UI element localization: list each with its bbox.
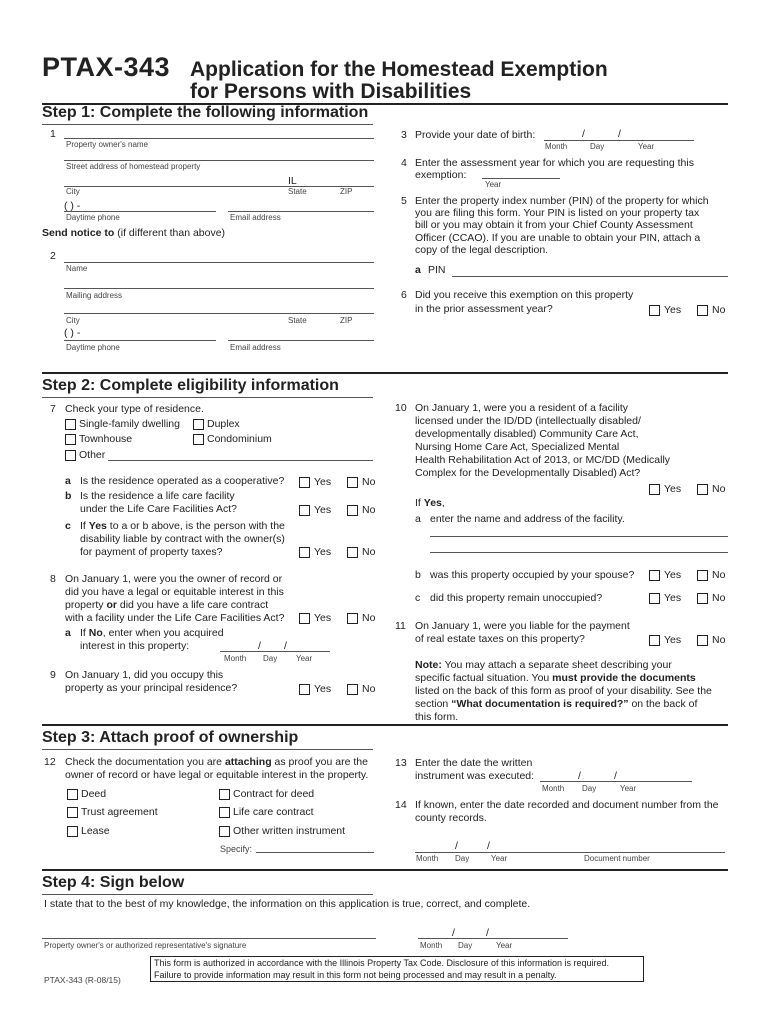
checkbox[interactable] bbox=[67, 826, 78, 837]
no-label: No bbox=[362, 546, 376, 558]
q7c-text: If Yes to a or b above, is the person with the bbox=[80, 520, 285, 532]
residence-townhouse[interactable] bbox=[65, 433, 132, 445]
step3-rule bbox=[42, 724, 728, 726]
state-label: State bbox=[288, 187, 307, 196]
note-text: specific factual situation. You must provide the documents bbox=[415, 672, 696, 684]
doc-deed[interactable] bbox=[67, 788, 106, 800]
q4-year-label: Year bbox=[485, 180, 502, 189]
step4-rule bbox=[42, 869, 728, 871]
q7b-letter: b bbox=[65, 490, 72, 502]
date-slash: / bbox=[487, 840, 490, 852]
note-text: this form. bbox=[415, 711, 459, 723]
date-slash: / bbox=[614, 770, 617, 782]
q7a-letter: a bbox=[65, 475, 71, 487]
q10-yes-checkbox[interactable] bbox=[649, 484, 660, 495]
date-slash: / bbox=[284, 640, 287, 652]
year-label: Year bbox=[638, 142, 655, 151]
q4-text-1: Enter the assessment year for which you are requesting this bbox=[415, 157, 694, 169]
no-label: No bbox=[712, 304, 726, 316]
date-slash: / bbox=[578, 770, 581, 782]
daytime-phone2-label: Daytime phone bbox=[66, 343, 120, 352]
yes-label: Yes bbox=[314, 546, 332, 558]
q4-text-2: exemption: bbox=[415, 169, 467, 181]
doc-lease[interactable] bbox=[67, 825, 110, 837]
phone2-blank: ( ) - bbox=[64, 327, 81, 339]
email2-field[interactable] bbox=[228, 340, 374, 341]
year-label: Year bbox=[620, 784, 637, 793]
acquired-date-field[interactable] bbox=[220, 651, 330, 652]
date-slash: / bbox=[455, 840, 458, 852]
day-label: Day bbox=[590, 142, 605, 151]
q7b-text: Is the residence a life care facility bbox=[80, 490, 235, 502]
q10a-text: enter the name and address of the facility. bbox=[430, 513, 625, 525]
q10-text: Nursing Home Care Act, Specialized Mental bbox=[415, 441, 620, 453]
signature-label: Property owner's or authorized representative's signature bbox=[44, 941, 247, 950]
q7a-text: Is the residence operated as a cooperative? bbox=[80, 475, 285, 487]
q9-yes-checkbox[interactable] bbox=[299, 684, 310, 695]
q13-text: Enter the date the written bbox=[415, 757, 533, 769]
q5-text: Enter the property index number (PIN) of the property for which bbox=[415, 195, 709, 207]
q7-text: Check your type of residence. bbox=[65, 403, 204, 415]
date-slash: / bbox=[582, 128, 585, 140]
date-slash: / bbox=[258, 640, 261, 652]
q7c-yes-checkbox[interactable] bbox=[299, 547, 310, 558]
assessment-year-field[interactable] bbox=[482, 178, 560, 179]
yes-label: Yes bbox=[664, 569, 682, 581]
q11-text: On January 1, were you liable for the payment bbox=[415, 620, 630, 632]
q6-number: 6 bbox=[401, 289, 407, 301]
q10-number: 10 bbox=[395, 402, 407, 414]
q10c-yes-checkbox[interactable] bbox=[649, 593, 660, 604]
q7-number: 7 bbox=[50, 403, 56, 415]
step2-underline bbox=[42, 397, 373, 398]
checkbox[interactable] bbox=[219, 789, 230, 800]
form-number: PTAX-343 bbox=[42, 52, 171, 82]
doc-life-care-contract[interactable] bbox=[219, 806, 314, 818]
q10-text: developmentally disabled) Community Care Act, bbox=[415, 428, 639, 440]
checkbox[interactable] bbox=[193, 419, 204, 430]
month-label: Month bbox=[542, 784, 565, 793]
q14-text: If known, enter the date recorded and document number from the bbox=[415, 799, 719, 811]
option-label: Duplex bbox=[207, 418, 240, 430]
q7c-yes-option[interactable] bbox=[299, 546, 331, 558]
notice-line: This form is authorized in accordance with the Illinois Property Tax Code. Disclosure of this information is required. bbox=[154, 958, 610, 968]
q1-number: 1 bbox=[50, 128, 56, 140]
mailing-label: Mailing address bbox=[66, 291, 123, 300]
q8-yes-option[interactable] bbox=[299, 612, 331, 624]
checkbox[interactable] bbox=[67, 789, 78, 800]
doc-other-instrument[interactable] bbox=[219, 825, 345, 837]
note-text: section “What documentation is required?” on the back of bbox=[415, 698, 698, 710]
q2-number: 2 bbox=[50, 250, 56, 262]
recorded-date-docnum-field[interactable] bbox=[415, 852, 725, 853]
form-revision: PTAX-343 (R-08/15) bbox=[44, 975, 121, 985]
q10c-text: did this property remain unoccupied? bbox=[430, 592, 603, 604]
street-field[interactable] bbox=[64, 160, 374, 161]
option-label: Other bbox=[79, 449, 106, 461]
q8-text: On January 1, were you the owner of record or bbox=[65, 573, 283, 585]
no-label: No bbox=[362, 683, 376, 695]
q10-text: Health Rehabilitation Act of 2013, or MC/DD (Medically bbox=[415, 454, 671, 466]
q7b-yes-checkbox[interactable] bbox=[299, 505, 310, 516]
city2-field[interactable] bbox=[64, 313, 374, 314]
q7c-no-checkbox[interactable] bbox=[347, 547, 358, 558]
q6-no-option[interactable] bbox=[697, 304, 725, 316]
step1-rule bbox=[42, 124, 373, 125]
doc-number-label: Document number bbox=[584, 854, 650, 863]
form-title-line2: for Persons with Disabilities bbox=[190, 80, 472, 103]
q5a-letter: a bbox=[415, 264, 421, 276]
yes-label: Yes bbox=[314, 683, 332, 695]
step2-heading: Step 2: Complete eligibility information bbox=[42, 377, 339, 394]
q11-number: 11 bbox=[395, 620, 406, 632]
checkbox[interactable] bbox=[193, 434, 204, 445]
signature-field[interactable] bbox=[42, 938, 376, 939]
option-label: Townhouse bbox=[79, 433, 133, 445]
q8a-text: interest in this property: bbox=[80, 640, 190, 652]
city2-label: City bbox=[66, 316, 80, 325]
q3-text: Provide your date of birth: bbox=[415, 129, 536, 141]
q10b-letter: b bbox=[415, 569, 421, 581]
month-label: Month bbox=[545, 142, 568, 151]
no-label: No bbox=[712, 483, 726, 495]
q7a-no-option[interactable] bbox=[347, 476, 375, 488]
q11-yes-checkbox[interactable] bbox=[649, 635, 660, 646]
daytime-phone2-field[interactable] bbox=[64, 340, 216, 341]
doc-contract-for-deed[interactable] bbox=[219, 788, 314, 800]
residence-duplex[interactable] bbox=[193, 418, 240, 430]
date-slash: / bbox=[618, 128, 621, 140]
q7a-no-checkbox[interactable] bbox=[347, 477, 358, 488]
authorization-notice bbox=[150, 956, 644, 982]
q7c-text: for payment of property taxes? bbox=[80, 546, 223, 558]
q8a-text: If No, enter when you acquired bbox=[80, 627, 224, 639]
q9-yes-option[interactable] bbox=[299, 683, 331, 695]
option-label: Single-family dwelling bbox=[79, 418, 180, 430]
owner-name-field[interactable] bbox=[64, 138, 374, 139]
q7c-letter: c bbox=[65, 520, 71, 532]
option-label: Other written instrument bbox=[233, 825, 346, 837]
doc-trust-agreement[interactable] bbox=[67, 806, 158, 818]
q7a-yes-checkbox[interactable] bbox=[299, 477, 310, 488]
specify-field[interactable] bbox=[256, 852, 374, 853]
residence-other[interactable] bbox=[65, 449, 105, 461]
q9-no-checkbox[interactable] bbox=[347, 684, 358, 695]
city-state-zip-field[interactable] bbox=[64, 186, 374, 187]
owner-name-label: Property owner's name bbox=[66, 140, 149, 149]
q12-text: Check the documentation you are attaching as proof you are the bbox=[65, 756, 368, 768]
q10b-yes-option[interactable] bbox=[649, 569, 681, 581]
send-notice-label: Send notice to (if different than above) bbox=[42, 227, 226, 239]
q10-yes-option[interactable] bbox=[649, 483, 681, 495]
month-label: Month bbox=[420, 941, 443, 950]
daytime-phone-field[interactable] bbox=[64, 211, 216, 212]
step3-underline bbox=[42, 749, 373, 750]
q8-no-checkbox[interactable] bbox=[347, 613, 358, 624]
no-label: No bbox=[362, 476, 376, 488]
signature-date-field[interactable] bbox=[418, 938, 568, 939]
specify-label: Specify: bbox=[220, 844, 253, 854]
name-label: Name bbox=[66, 264, 88, 273]
q8-yes-checkbox[interactable] bbox=[299, 613, 310, 624]
q8-text: did you have a legal or equitable interest in this bbox=[65, 586, 284, 598]
pin-label: PIN bbox=[428, 264, 446, 276]
q10b-no-checkbox[interactable] bbox=[697, 570, 708, 581]
q10-if-yes: If Yes, bbox=[415, 497, 445, 509]
q6-yes-checkbox[interactable] bbox=[649, 305, 660, 316]
q10b-text: was this property occupied by your spouse? bbox=[430, 569, 635, 581]
q10-no-checkbox[interactable] bbox=[697, 484, 708, 495]
q10-text: licensed under the ID/DD (intellectually disabled/ bbox=[415, 415, 641, 427]
certification-statement: I state that to the best of my knowledge, the information on this application is true, correct, and complete. bbox=[44, 898, 531, 910]
q5-text: copy of the legal description. bbox=[415, 244, 549, 256]
yes-label: Yes bbox=[664, 483, 682, 495]
option-label: Trust agreement bbox=[81, 806, 158, 818]
q5-text: bill or you may obtain it from your Chief County Assessment bbox=[415, 219, 693, 231]
q10c-yes-option[interactable] bbox=[649, 592, 681, 604]
q6-text: Did you receive this exemption on this property bbox=[415, 289, 634, 301]
q7b-text: under the Life Care Facilities Act? bbox=[80, 503, 237, 515]
option-label: Contract for deed bbox=[233, 788, 315, 800]
q13-text: instrument was executed: bbox=[415, 770, 535, 782]
yes-label: Yes bbox=[314, 504, 332, 516]
q11-no-checkbox[interactable] bbox=[697, 635, 708, 646]
no-label: No bbox=[712, 569, 726, 581]
q9-number: 9 bbox=[50, 669, 56, 681]
year-label: Year bbox=[296, 654, 313, 663]
q11-text: of real estate taxes on this property? bbox=[415, 633, 585, 645]
yes-label: Yes bbox=[664, 304, 682, 316]
q8-number: 8 bbox=[50, 573, 56, 585]
day-label: Day bbox=[582, 784, 597, 793]
checkbox[interactable] bbox=[219, 826, 230, 837]
q8-no-option[interactable] bbox=[347, 612, 375, 624]
residence-single-family[interactable] bbox=[65, 418, 180, 430]
year-label: Year bbox=[496, 941, 513, 950]
q5-text: you are filing this form. Your PIN is listed on your property tax bbox=[415, 207, 700, 219]
mailing-address-field[interactable] bbox=[64, 288, 374, 289]
q7b-no-option[interactable] bbox=[347, 504, 375, 516]
q14-number: 14 bbox=[395, 799, 407, 811]
yes-label: Yes bbox=[314, 476, 332, 488]
date-slash: / bbox=[452, 927, 455, 939]
no-label: No bbox=[362, 612, 376, 624]
q7b-yes-option[interactable] bbox=[299, 504, 331, 516]
q10c-no-option[interactable] bbox=[697, 592, 725, 604]
option-label: Life care contract bbox=[233, 806, 314, 818]
checkbox[interactable] bbox=[67, 807, 78, 818]
q10-text: Complex for the Developmentally Disabled) Act? bbox=[415, 467, 641, 479]
yes-label: Yes bbox=[664, 634, 682, 646]
email-label: Email address bbox=[230, 213, 281, 222]
q9-text: property as your principal residence? bbox=[65, 682, 238, 694]
q10c-letter: c bbox=[415, 592, 421, 604]
other-residence-field[interactable] bbox=[108, 460, 373, 461]
state-value: IL bbox=[288, 175, 297, 187]
step4-underline bbox=[42, 894, 373, 895]
q8-text: with a facility under the Life Care Facilities Act? bbox=[65, 612, 285, 624]
q7a-yes-option[interactable] bbox=[299, 476, 331, 488]
pin-field[interactable] bbox=[452, 276, 728, 277]
q4-number: 4 bbox=[401, 157, 407, 169]
form-title-line1: Application for the Homestead Exemption bbox=[190, 58, 608, 81]
q10b-yes-checkbox[interactable] bbox=[649, 570, 660, 581]
zip2-label: ZIP bbox=[340, 316, 353, 325]
q7c-no-option[interactable] bbox=[347, 546, 375, 558]
email2-label: Email address bbox=[230, 343, 281, 352]
q6-text: in the prior assessment year? bbox=[415, 303, 553, 315]
q8-text: property or did you have a life care contract bbox=[65, 599, 269, 611]
q6-yes-option[interactable] bbox=[649, 304, 681, 316]
q13-number: 13 bbox=[395, 757, 407, 769]
date-slash: / bbox=[486, 927, 489, 939]
step3-heading: Step 3: Attach proof of ownership bbox=[42, 729, 299, 746]
facility-address-field[interactable] bbox=[430, 552, 728, 553]
step2-rule bbox=[42, 372, 728, 374]
q10-text: On January 1, were you a resident of a facility bbox=[415, 402, 629, 414]
step1-heading: Step 1: Complete the following information bbox=[42, 104, 369, 121]
q11-no-option[interactable] bbox=[697, 634, 725, 646]
notice-name-field[interactable] bbox=[64, 262, 374, 263]
notice-line: Failure to provide information may result in this form not being processed and may result in a penalty. bbox=[154, 970, 557, 980]
year-label: Year bbox=[491, 854, 508, 863]
facility-name-field[interactable] bbox=[430, 536, 728, 537]
checkbox[interactable] bbox=[65, 434, 76, 445]
checkbox[interactable] bbox=[65, 419, 76, 430]
q5-number: 5 bbox=[401, 195, 407, 207]
yes-label: Yes bbox=[664, 592, 682, 604]
day-label: Day bbox=[458, 941, 473, 950]
q10-no-option[interactable] bbox=[697, 483, 725, 495]
no-label: No bbox=[712, 592, 726, 604]
q6-no-checkbox[interactable] bbox=[697, 305, 708, 316]
no-label: No bbox=[712, 634, 726, 646]
day-label: Day bbox=[455, 854, 470, 863]
q9-no-option[interactable] bbox=[347, 683, 375, 695]
zip-label: ZIP bbox=[340, 187, 353, 196]
yes-label: Yes bbox=[314, 612, 332, 624]
q14-text: county records. bbox=[415, 812, 487, 824]
q12-text: owner of record or have legal or equitable interest in the property. bbox=[65, 769, 369, 781]
q11-yes-option[interactable] bbox=[649, 634, 681, 646]
option-label: Lease bbox=[81, 825, 110, 837]
q5-text: Officer (CCAO). If you are unable to obtain your PIN, attach a bbox=[415, 232, 701, 244]
q7b-no-checkbox[interactable] bbox=[347, 505, 358, 516]
city-label: City bbox=[66, 187, 80, 196]
no-label: No bbox=[362, 504, 376, 516]
q9-text: On January 1, did you occupy this bbox=[65, 669, 224, 681]
phone-blank: ( ) - bbox=[64, 200, 81, 212]
q7c-text: disability liable by contract with the owner(s) bbox=[80, 533, 285, 545]
note-text: Note: You may attach a separate sheet describing your bbox=[415, 659, 672, 671]
q10c-no-checkbox[interactable] bbox=[697, 593, 708, 604]
checkbox[interactable] bbox=[219, 807, 230, 818]
option-label: Condominium bbox=[207, 433, 272, 445]
street-label: Street address of homestead property bbox=[66, 162, 201, 171]
month-label: Month bbox=[416, 854, 439, 863]
q10a-letter: a bbox=[415, 513, 421, 525]
step4-heading: Step 4: Sign below bbox=[42, 874, 185, 891]
q10b-no-option[interactable] bbox=[697, 569, 725, 581]
q8a-letter: a bbox=[65, 627, 71, 639]
checkbox[interactable] bbox=[65, 450, 76, 461]
day-label: Day bbox=[263, 654, 278, 663]
q12-number: 12 bbox=[44, 756, 56, 768]
option-label: Deed bbox=[81, 788, 107, 800]
month-label: Month bbox=[224, 654, 247, 663]
state2-label: State bbox=[288, 316, 307, 325]
daytime-phone-label: Daytime phone bbox=[66, 213, 120, 222]
note-text: listed on the back of this form as proof of your disability. See the bbox=[415, 685, 712, 697]
residence-condominium[interactable] bbox=[193, 433, 272, 445]
email-field[interactable] bbox=[228, 211, 374, 212]
q3-number: 3 bbox=[401, 129, 407, 141]
